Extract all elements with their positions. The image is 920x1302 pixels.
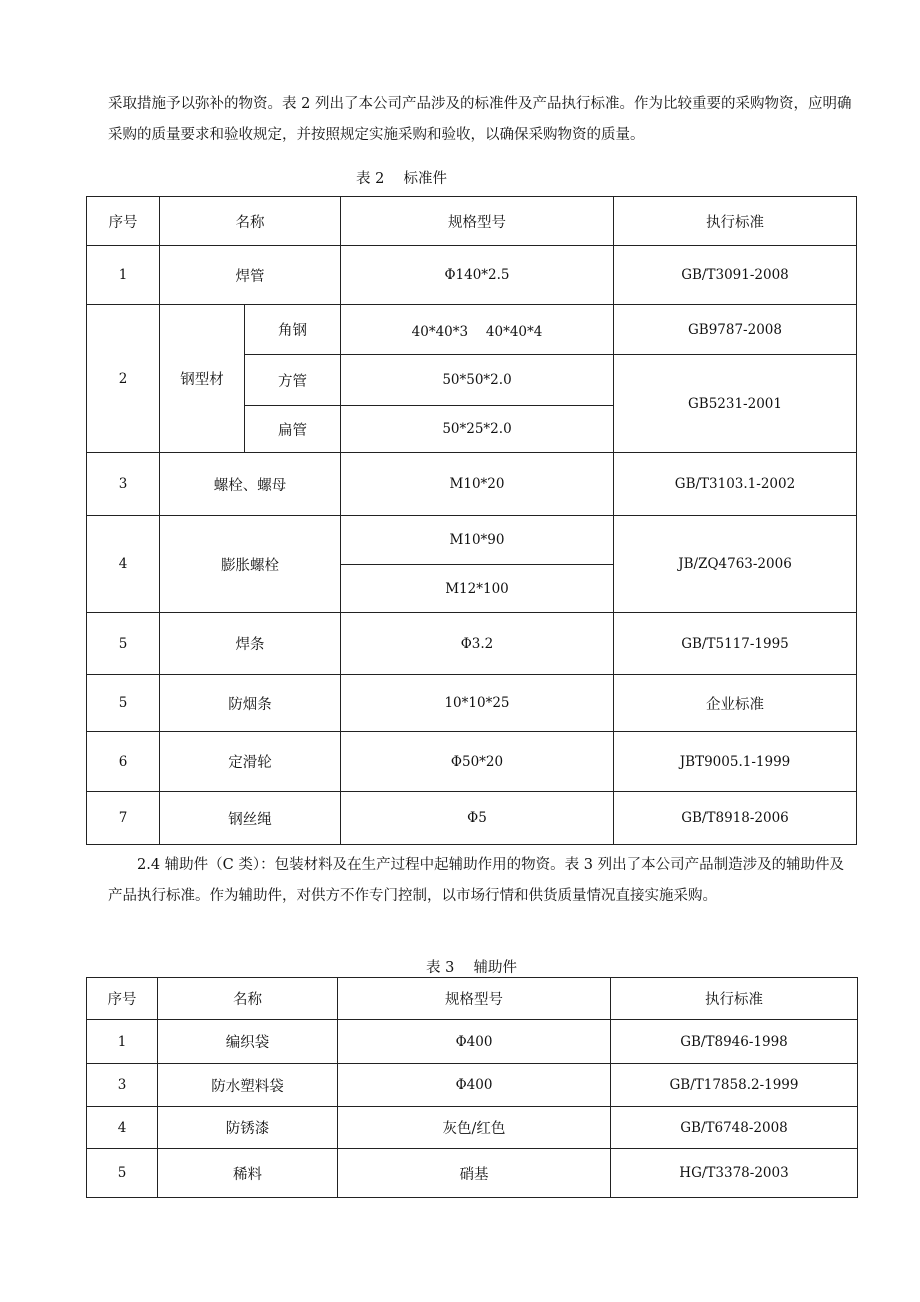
cell-group-name: 钢型材 bbox=[160, 305, 245, 453]
cell-spec: 10*10*25 bbox=[341, 675, 614, 732]
cell-no: 5 bbox=[87, 675, 160, 732]
cell-spec: Φ140*2.5 bbox=[341, 246, 614, 305]
cell-standard: 企业标准 bbox=[614, 675, 857, 732]
cell-standard: JBT9005.1-1999 bbox=[614, 732, 857, 792]
header-spec: 规格型号 bbox=[341, 197, 614, 246]
cell-spec: M12*100 bbox=[341, 565, 614, 613]
cell-name: 编织袋 bbox=[158, 1020, 338, 1064]
cell-standard: GB9787-2008 bbox=[614, 305, 857, 355]
cell-no: 5 bbox=[87, 1149, 158, 1198]
table-row bbox=[87, 1107, 858, 1149]
header-standard: 执行标准 bbox=[611, 978, 858, 1020]
cell-spec: Φ50*20 bbox=[341, 732, 614, 792]
cell-sub-name: 方管 bbox=[245, 355, 341, 406]
table-row bbox=[87, 516, 857, 565]
cell-no: 4 bbox=[87, 516, 160, 613]
cell-spec: Φ3.2 bbox=[341, 613, 614, 675]
table-row bbox=[87, 732, 857, 792]
cell-spec: 硝基 bbox=[338, 1149, 611, 1198]
cell-standard: JB/ZQ4763-2006 bbox=[614, 516, 857, 613]
cell-no: 5 bbox=[87, 613, 160, 675]
cell-name: 焊条 bbox=[160, 613, 341, 675]
intro-paragraph: 采取措施予以弥补的物资。表 2 列出了本公司产品涉及的标准件及产品执行标准。作为比较重要的采购物资，应明确采购的质量要求和验收规定，并按照规定实施采购和验收，以确保采购物资的质量。 bbox=[108, 96, 852, 143]
cell-no: 4 bbox=[87, 1107, 158, 1149]
header-no: 序号 bbox=[87, 197, 160, 246]
cell-no: 2 bbox=[87, 305, 160, 453]
cell-name: 焊管 bbox=[160, 246, 341, 305]
table-row bbox=[87, 1064, 858, 1107]
cell-standard: GB/T17858.2-1999 bbox=[611, 1064, 858, 1107]
table-row bbox=[87, 453, 857, 516]
header-no: 序号 bbox=[87, 978, 158, 1020]
table-row bbox=[87, 1020, 858, 1064]
standard-parts-table bbox=[86, 196, 857, 845]
table-row bbox=[87, 613, 857, 675]
header-name: 名称 bbox=[160, 197, 341, 246]
cell-name: 稀料 bbox=[158, 1149, 338, 1198]
cell-no: 1 bbox=[87, 1020, 158, 1064]
table-row bbox=[87, 305, 857, 355]
cell-standard: GB/T5117-1995 bbox=[614, 613, 857, 675]
cell-spec: Φ5 bbox=[341, 792, 614, 845]
cell-standard: GB/T6748-2008 bbox=[611, 1107, 858, 1149]
cell-standard: GB/T3091-2008 bbox=[614, 246, 857, 305]
cell-standard: GB/T3103.1-2002 bbox=[614, 453, 857, 516]
section-2-4-paragraph: 2.4 辅助件（C 类）：包装材料及在生产过程中起辅助作用的物资。表 3 列出了本公司产品制造涉及的辅助件及产品执行标准。作为辅助件，对供方不作专门控制，以市场行情和供货质量情况直接实施采购。 bbox=[108, 857, 845, 904]
cell-spec: Φ400 bbox=[338, 1020, 611, 1064]
table2-caption: 表 2 标准件 bbox=[356, 171, 447, 187]
table-row bbox=[87, 675, 857, 732]
cell-name: 螺栓、螺母 bbox=[160, 453, 341, 516]
cell-spec: 50*50*2.0 bbox=[341, 355, 614, 406]
cell-no: 6 bbox=[87, 732, 160, 792]
table-row bbox=[87, 792, 857, 845]
table3-caption: 表 3 辅助件 bbox=[426, 960, 517, 976]
auxiliary-parts-table bbox=[86, 977, 858, 1198]
header-name: 名称 bbox=[158, 978, 338, 1020]
cell-sub-name: 角钢 bbox=[245, 305, 341, 355]
cell-spec: 40*40*3 40*40*4 bbox=[341, 305, 614, 355]
table-row bbox=[87, 246, 857, 305]
cell-name: 定滑轮 bbox=[160, 732, 341, 792]
cell-name: 防锈漆 bbox=[158, 1107, 338, 1149]
cell-sub-name: 扁管 bbox=[245, 406, 341, 453]
cell-no: 3 bbox=[87, 1064, 158, 1107]
cell-standard: HG/T3378-2003 bbox=[611, 1149, 858, 1198]
cell-name: 防烟条 bbox=[160, 675, 341, 732]
cell-spec: 50*25*2.0 bbox=[341, 406, 614, 453]
cell-name: 防水塑料袋 bbox=[158, 1064, 338, 1107]
cell-spec: M10*90 bbox=[341, 516, 614, 565]
cell-name: 钢丝绳 bbox=[160, 792, 341, 845]
table-header-row bbox=[87, 197, 857, 246]
cell-name: 膨胀螺栓 bbox=[160, 516, 341, 613]
cell-standard: GB/T8918-2006 bbox=[614, 792, 857, 845]
cell-standard: GB/T8946-1998 bbox=[611, 1020, 858, 1064]
cell-standard: GB5231-2001 bbox=[614, 355, 857, 453]
cell-spec: 灰色/红色 bbox=[338, 1107, 611, 1149]
header-spec: 规格型号 bbox=[338, 978, 611, 1020]
cell-spec: M10*20 bbox=[341, 453, 614, 516]
cell-no: 7 bbox=[87, 792, 160, 845]
cell-no: 3 bbox=[87, 453, 160, 516]
table-header-row bbox=[87, 978, 858, 1020]
table-row bbox=[87, 1149, 858, 1198]
header-standard: 执行标准 bbox=[614, 197, 857, 246]
cell-spec: Φ400 bbox=[338, 1064, 611, 1107]
cell-no: 1 bbox=[87, 246, 160, 305]
